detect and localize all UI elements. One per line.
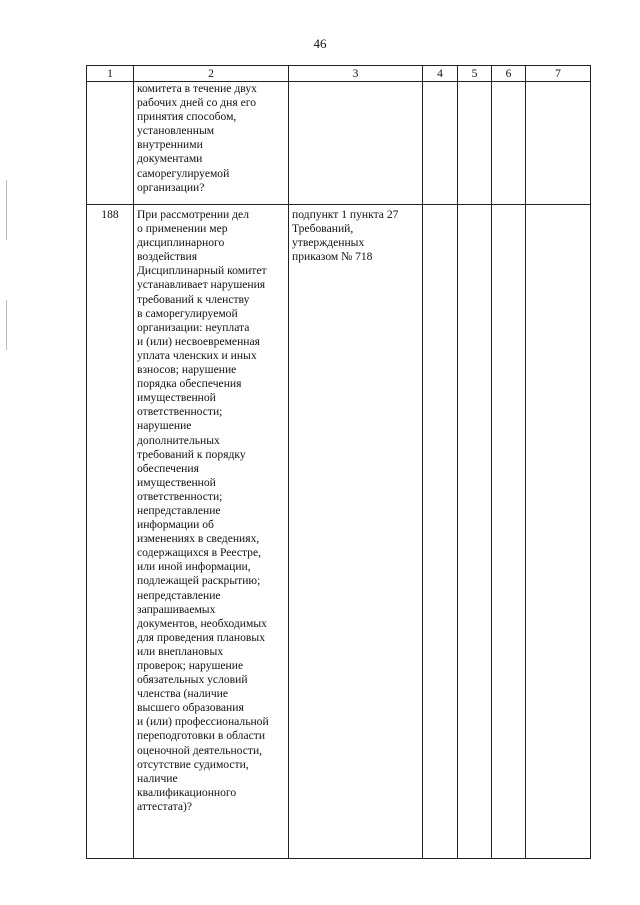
column-header-5: 5 xyxy=(458,66,492,82)
column-header-6: 6 xyxy=(492,66,526,82)
table-row xyxy=(87,82,591,205)
answer-cell-4 xyxy=(423,82,458,205)
column-header-3: 3 xyxy=(289,66,423,82)
row-number xyxy=(87,82,134,205)
scan-margin-mark xyxy=(6,300,7,350)
column-header-7: 7 xyxy=(526,66,591,82)
legal-reference xyxy=(289,82,423,205)
answer-cell-7 xyxy=(526,82,591,205)
page-number: 46 xyxy=(313,36,327,51)
answer-cell-6 xyxy=(492,82,526,205)
checklist-table xyxy=(86,65,591,859)
answer-cell-4 xyxy=(423,205,458,859)
column-header-4: 4 xyxy=(423,66,458,82)
answer-cell-7 xyxy=(526,205,591,859)
question-text: комитета в течение двух рабочих дней со дня его принятия способом, установленным внутренними документами саморегулируемой организации? xyxy=(134,82,289,205)
answer-cell-6 xyxy=(492,205,526,859)
column-header-1: 1 xyxy=(87,66,134,82)
answer-cell-5 xyxy=(458,82,492,205)
column-header-2: 2 xyxy=(134,66,289,82)
table-row xyxy=(87,205,591,859)
scan-margin-mark xyxy=(6,180,7,240)
header-row xyxy=(87,66,591,82)
question-text: При рассмотрении дел о применении мер дисциплинарного воздействия Дисциплинарный комитет устанавливает нарушения требований к членству в саморегулируемой организации: неуплата и (или) несвоевременная уплата членских и иных взносов; нарушение порядка обеспечения имущественной ответственности; нарушение дополнительных требований к порядку обеспечения имущественной ответственности; непредставление информации об изменениях в сведениях, содержащихся в Реестре, или иной информации, подлежащей раскрытию; непредставление запрашиваемых документов, необходимых для проведения плановых или внеплановых проверок; нарушение обязательных условий членства (наличие высшего образования и (или) профессиональной переподготовки в области оценочной деятельности, отсутствие судимости, наличие квалификационного аттестата)? xyxy=(134,205,289,859)
answer-cell-5 xyxy=(458,205,492,859)
legal-reference: подпункт 1 пункта 27 Требований, утвержденных приказом № 718 xyxy=(289,205,423,859)
row-number: 188 xyxy=(87,205,134,859)
